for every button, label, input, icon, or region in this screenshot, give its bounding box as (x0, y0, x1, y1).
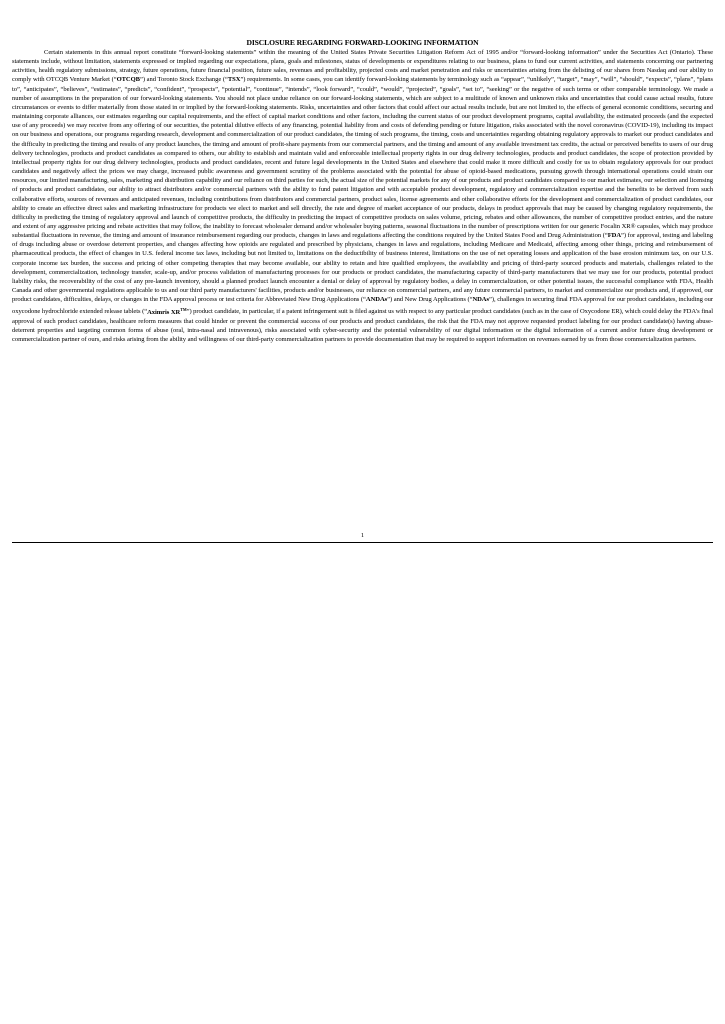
page-number: 1 (360, 532, 365, 539)
text-segment-1: Certain statements in this annual report constitute “forward-looking statements” within the meaning of the United States Private Securities Litigation Reform Act of 1995 and/or “forward-looking information” under the Securities Act (Ontario). These statements include, without limitation, statements expressed or implied regarding our expectations, plans, goals and milestones, status of developments or expenditures relating to our business, plans to fund our current activities, and statements concerning our partnering activities, health regulatory submissions, strategy, future operations, future financial position, future sales, revenues and profitability, projected costs and market penetration and risks or uncertainties arising from the delisting of our shares from Nasdaq and our ability to comply with OTCQB Venture Market (“ (12, 49, 713, 84)
text-segment-6: ”), challenges in securing final FDA approval for our product candidates, including our oxycodone hydrochloride extended release tablets (“ (12, 296, 713, 316)
text-segment-5: ”) and New Drug Applications (“ (387, 296, 473, 304)
document-page (12, 38, 713, 344)
trademark-mark: TM (180, 306, 187, 312)
term-andas: ANDAs (365, 296, 388, 304)
term-tsx: TSX (227, 76, 241, 84)
footer-rule (12, 542, 713, 543)
text-segment-4: ”) for approval, testing and labeling of drugs including abuse or overdose deterrent properties, and changes affecting how opioids are regulated and prescribed by physicians, changes in laws and regulations, including Medicare and Medicaid, affecting among other things, pricing and reimbursement of pharmaceutical products, the effect of changes in U.S. federal income tax laws, including but not limited to, limitations on the deductibility of business interest, limitations on the use of net operating losses and application of the base erosion minimum tax, on our U.S. corporate income tax burden, the success and pricing of other competing therapies that may become available, our ability to retain and hire qualified employees, the availability and pricing of third-party sourced products and materials, challenges related to the development, commercialization, technology transfer, scale-up, and/or process validation of manufacturing processes for our products or product candidates, the manufacturing capacity of third-party manufacturers that we may use for our products, potential product liability risks, the recoverability of the cost of any pre-launch inventory, should a planned product launch encounter a denial or delay of approval by regulatory bodies, a delay in commercialization, or other potential issues, the successful compliance with FDA, Health Canada and other governmental regulations applicable to us and our third party manufacturers' facilities, products and/or businesses, our reliance on commercial partners, and any future commercial partners, to market and commercialize our products and, if approved, our product candidates, difficulties, delays, or changes in the FDA approval process or test criteria for Abbreviated New Drug Applications (“ (12, 232, 713, 304)
text-segment-7: ”) product candidate, in particular, if a patent infringement suit is filed against us with respect to any particular product candidates (such as in the case of Oxycodone ER), which could delay the FDA's final approval of such product candidates, healthcare reform measures that could hinder or prevent the commercial success of our products and product candidates, the risk that the FDA may not approve requested product labeling for our product candidate(s) having abuse-deterrent properties and targeting common forms of abuse (oral, intra-nasal and intravenous), risks associated with cyber-security and the potential vulnerability of our digital information or the digital information of a current and/or future drug development or commercialization partner of ours, and risks arising from the ability and willingness of our third-party commercialization partners to provide documentation that may be required to support information on revenues earned by us from those commercialization partners. (12, 308, 714, 344)
text-segment-3: ”) requirements. In some cases, you can identify forward-looking statements by terminology such as “appear”, “unlikely”, “target”, “may”, “will”, “should”, “expects”, “plans”, “plans to”, “anticipates”, “believes”, “estimates”, “predicts”, “confident”, “prospects”, “potential”, “continue”, “intends”, “look forward”, “could”, “would”, “projected”, “goals”, “set to”, “seeking” or the negative of such terms or other comparable terminology. We made a number of assumptions in the preparation of our forward-looking statements. You should not place undue reliance on our forward-looking statements, which are subject to a multitude of known and unknown risks and uncertainties that could cause actual results, future circumstances or events to differ materially from those stated in or implied by the forward-looking statements. Risks, uncertainties and other factors that could affect our actual results include, but are not limited to, the effects of general economic conditions, securing and maintaining corporate alliances, our estimates regarding our capital requirements, and the effect of capital market conditions and other factors, including the current status of our product development programs, capital availability, the estimated proceeds (and the expected use of any proceeds) we may receive from any offering of our securities, the potential dilutive effects of any financing, potential liability from and costs of defending pending or future litigation, risks associated with the novel coronavirus (COVID-19), including its impact on our business and operations, our programs regarding research, development and commercialization of our product candidates, the timing of such programs, the timing, costs and uncertainties regarding obtaining regulatory approvals to market our product candidates and the difficulty in predicting the timing and results of any product launches, the timing and amount of profit-share payments from our commercial partners, and the timing and amount of any available investment tax credits, the actual or perceived benefits to users of our drug delivery technologies, products and product candidates as compared to others, our ability to establish and maintain valid and enforceable intellectual property rights in our drug delivery technologies, products and product candidates, the scope of protection provided by intellectual property rights for our drug delivery technologies, products and product candidates, recent and future legal developments in the United States and elsewhere that could make it more difficult and costly for us to obtain regulatory approvals for our product candidates and negatively affect the prices we may charge, increased public awareness and government scrutiny of the problems associated with the potential for abuse of opioid-based medications, pursuing growth through international operations could strain our resources, our limited manufacturing, sales, marketing and distribution capability and our reliance on third parties for such, the actual size of the potential markets for any of our products and product candidates compared to our market estimates, our selection and licensing of products and product candidates, our ability to attract distributors and/or commercial partners with the ability to fund patent litigation and with acceptable product development, regulatory and commercialization expertise and the benefits to be derived from such collaborative efforts, sources of revenues and anticipated revenues, including contributions from distributors and commercial partners, product sales, license agreements and other collaborative efforts for the development and commercialization of product candidates, our ability to create an effective direct sales and marketing infrastructure for products we elect to market and sell directly, the rate and degree of market acceptance of our products, delays in product approvals that may be caused by changing regulatory requirements, the difficulty in predicting the timing of regulatory approval and launch of competitive products, the difficulty in predicting the impact of competitive products on sales volume, pricing, rebates and other allowances, the number of competitive product entries, and the nature and extent of any aggressive pricing and rebate activities that may follow, the inability to forecast wholesaler demand and/or wholesaler buying patterns, seasonal fluctuations in the number of prescriptions written for our generic Focalin XR® capsules, which may produce substantial fluctuations in revenue, the timing and amount of insurance reimbursement regarding our products, changes in laws and regulations affecting the conditions required by the United States Food and Drug Administration (“ (12, 76, 713, 240)
term-ndas: NDAs (472, 296, 489, 304)
term-otcqb: OTCQB (116, 76, 140, 84)
term-aximris (147, 306, 187, 316)
section-title: DISCLOSURE REGARDING FORWARD-LOOKING INFORMATION (246, 38, 479, 47)
term-fda: FDA (607, 232, 622, 240)
text-segment-2: ”) and Toronto Stock Exchange (“ (139, 76, 228, 84)
forward-looking-paragraph (12, 48, 713, 344)
term-aximris-name: Aximris XR (147, 308, 181, 316)
